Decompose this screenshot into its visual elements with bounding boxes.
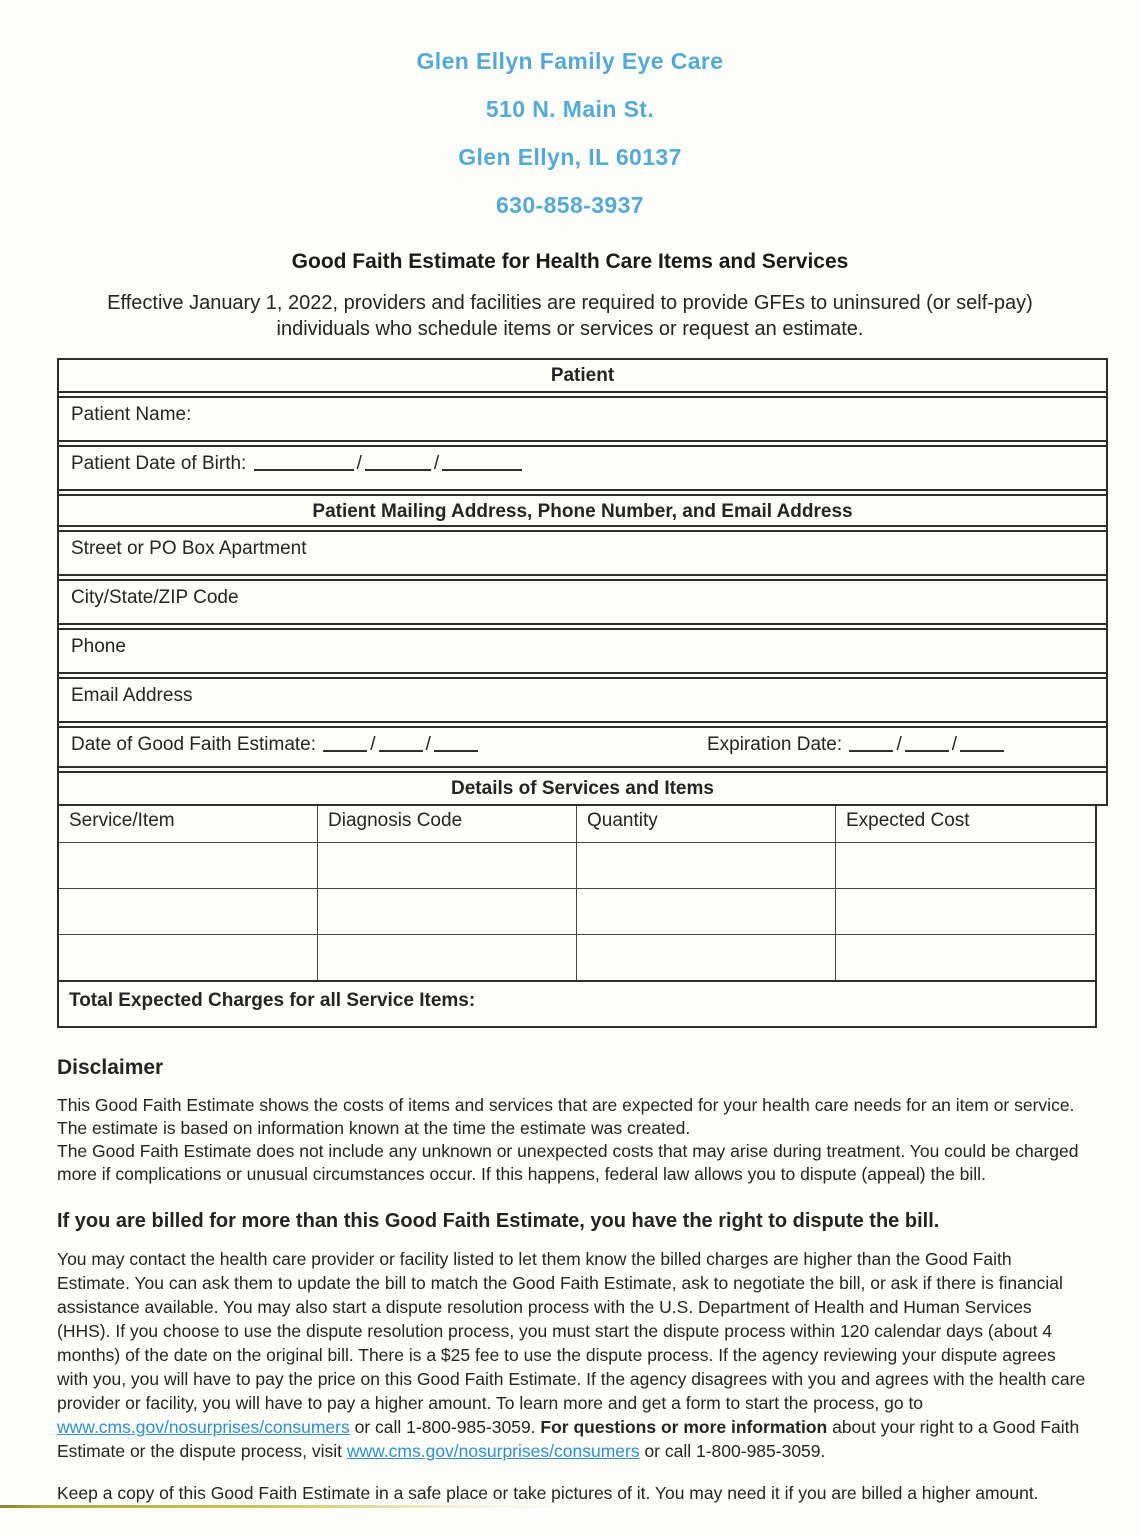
clinic-phone: 630-858-3937 <box>495 192 645 218</box>
fill-in-blank <box>365 453 431 471</box>
patient-name-label: Patient Name: <box>71 404 192 425</box>
service-cell <box>836 888 1095 934</box>
disclaimer-heading: Disclaimer <box>57 1056 164 1079</box>
city-state-zip-label: City/State/ZIP Code <box>71 587 239 608</box>
text-segment: or call 1-800-985-3059. <box>349 1417 541 1437</box>
fill-in-blank <box>379 734 423 752</box>
scan-artifact-line <box>0 1505 565 1508</box>
clinic-address-street: 510 N. Main St. <box>485 96 655 122</box>
date-separator: / <box>433 453 440 474</box>
street-label: Street or PO Box Apartment <box>71 538 307 559</box>
text-segment: or call 1-800-985-3059. <box>639 1441 826 1461</box>
service-cell <box>59 934 318 980</box>
clinic-name: Glen Ellyn Family Eye Care <box>416 48 724 74</box>
patient-table <box>57 358 1108 806</box>
service-cell <box>59 842 318 888</box>
service-cell <box>318 888 577 934</box>
dispute-heading: If you are billed for more than this Good Faith Estimate, you have the right to dispute the bill. <box>57 1210 940 1232</box>
date-separator: / <box>370 734 376 755</box>
mailing-section-header: Patient Mailing Address, Phone Number, and Email Address <box>59 494 1106 527</box>
service-cell <box>318 842 577 888</box>
col-header-expected-cost: Expected Cost <box>846 810 970 831</box>
gfe-date-label: Date of Good Faith Estimate: <box>71 734 317 755</box>
email-row <box>59 677 1106 723</box>
fill-in-blank <box>442 453 522 471</box>
gfe-date-group <box>71 734 480 756</box>
patient-section-header: Patient <box>59 360 1106 393</box>
col-header-diagnosis-code: Diagnosis Code <box>318 806 577 842</box>
expiration-date-group <box>707 734 1006 756</box>
fill-in-blank <box>254 453 354 471</box>
service-cell <box>577 842 836 888</box>
bold-text: For questions or more information <box>540 1417 828 1437</box>
date-separator: / <box>951 734 957 755</box>
dispute-paragraph <box>57 1247 1087 1463</box>
total-charges-row: Total Expected Charges for all Service Items: <box>59 980 1095 1026</box>
text-segment: about your right to a Good Faith Estimate or the dispute process, visit <box>57 1417 1080 1461</box>
street-row <box>59 530 1106 576</box>
clinic-address-city: Glen Ellyn, IL 60137 <box>458 144 682 170</box>
email-label: Email Address <box>71 685 193 706</box>
text-segment: You may contact the health care provider or facility listed to let them know the billed charges are higher than the Good Faith Estimate. You can ask them to update the bill to match the Good Faith Estimate, ask to negotiate the bill, or ask if there is financial assistance available. You may also start a dispute resolution process with the U.S. Department of Health and Human Services (HHS). If you choose to use the dispute resolution process, you must start the dispute process within 120 calendar days (about 4 months) of the date on the original bill. There is a $25 fee to use the dispute process. If the agency reviewing your dispute agrees with you, you will have to pay the price on this Good Faith Estimate. If the agency disagrees with you and agrees with the health care provider or facility, you will have to pay a higher amount. To learn more and get a form to start the process, go to <box>57 1249 1086 1413</box>
date-separator: / <box>896 734 902 755</box>
details-section-header: Details of Services and Items <box>59 771 1106 804</box>
col-header-quantity: Quantity <box>577 806 836 842</box>
cms-nosurprises-link[interactable]: www.cms.gov/nosurprises/consumers <box>346 1441 640 1461</box>
service-cell <box>577 934 836 980</box>
gfe-date-row <box>59 726 1106 768</box>
service-cell <box>318 934 577 980</box>
patient-dob-label: Patient Date of Birth: <box>71 453 247 474</box>
fill-in-blank <box>323 734 367 752</box>
city-state-zip-row <box>59 579 1106 625</box>
fill-in-blank <box>905 734 949 752</box>
form-title: Good Faith Estimate for Health Care Items and Services <box>291 250 849 273</box>
patient-name-row <box>59 396 1106 442</box>
fill-in-blank <box>960 734 1004 752</box>
expiration-date-label: Expiration Date: <box>706 734 843 755</box>
col-header-service-item: Service/Item <box>59 806 318 842</box>
fill-in-blank <box>434 734 478 752</box>
service-cell <box>59 888 318 934</box>
disclaimer-text-1: This Good Faith Estimate shows the costs of items and services that are expected for your health care needs for an item or service. The estimate is based on information known at the time the estimate was created. <box>57 1095 1075 1138</box>
service-cell <box>577 888 836 934</box>
phone-label: Phone <box>71 636 126 657</box>
fill-in-blank <box>849 734 893 752</box>
disclaimer-section <box>57 1056 1087 1504</box>
service-cell <box>836 934 1095 980</box>
patient-dob-row <box>59 445 1106 491</box>
service-cell <box>836 842 1095 888</box>
date-separator: / <box>425 734 431 755</box>
date-separator: / <box>356 453 362 474</box>
phone-row <box>59 628 1106 674</box>
cms-nosurprises-link[interactable]: www.cms.gov/nosurprises/consumers <box>57 1417 350 1437</box>
services-table <box>57 806 1097 1028</box>
clinic-header <box>0 0 1140 218</box>
intro-text: Effective January 1, 2022, providers and facilities are required to provide GFEs to uninsured (or self-pay) individuals who schedule items or services or request an estimate. <box>107 292 1033 340</box>
disclaimer-text-2: The Good Faith Estimate does not include any unknown or unexpected costs that may arise during treatment. You could be charged more if complications or unusual circumstances occur. If this happens, federal law allows you to dispute (appeal) the bill. <box>57 1141 1079 1184</box>
footer-note: Keep a copy of this Good Faith Estimate in a safe place or take pictures of it. You may need it if you are billed a higher amount. <box>57 1483 1039 1503</box>
